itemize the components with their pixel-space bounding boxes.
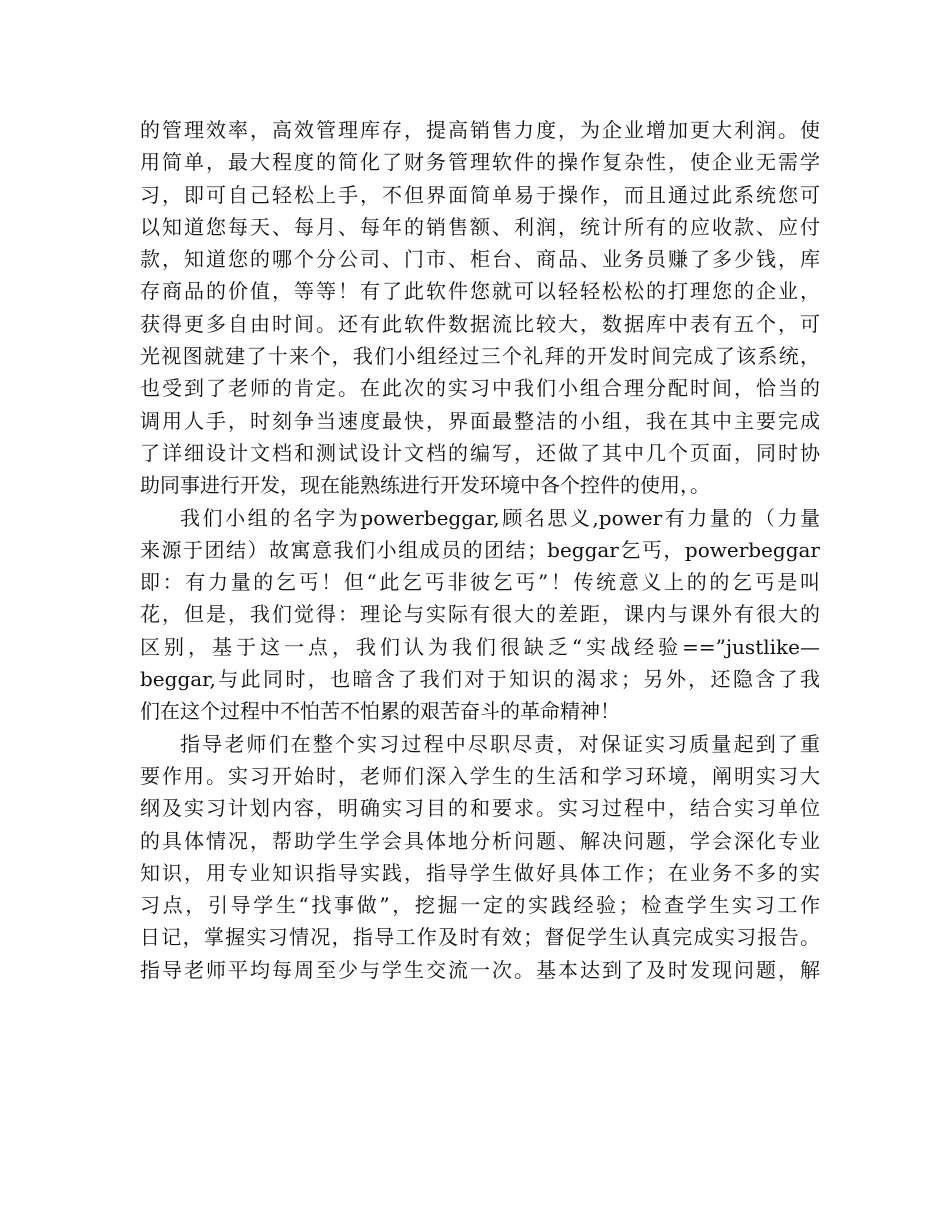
text-line: 知识，用专业知识指导实践，指导学生做好具体工作；在业务不多的实	[140, 860, 820, 885]
text-line: 的具体情况，帮助学生学会具体地分析问题、解决问题，学会深化专业	[140, 828, 820, 853]
text-line: 来源于团结）故寓意我们小组成员的团结；beggar乞丐，powerbeggar	[140, 537, 820, 562]
text-line: 们在这个过程中不怕苦不怕累的艰苦奋斗的革命精神！	[140, 699, 620, 724]
text-line: 也受到了老师的肯定。在此次的实习中我们小组合理分配时间，恰当的	[140, 376, 820, 401]
text-line: 助同事进行开发，现在能熟练进行开发环境中各个控件的使用，。	[140, 473, 710, 498]
text-line: 存商品的价值，等等！有了此软件您就可以轻轻松松的打理您的企业，	[140, 279, 820, 304]
text-line: 获得更多自由时间。还有此软件数据流比较大，数据库中表有五个，可	[140, 311, 820, 336]
text-line: 了详细设计文档和测试设计文档的编写，还做了其中几个页面，同时协	[140, 440, 820, 465]
text-line: 要作用。实习开始时，老师们深入学生的生活和学习环境，阐明实习大	[140, 763, 820, 788]
text-line: 光视图就建了十来个，我们小组经过三个礼拜的开发时间完成了该系统，	[140, 344, 820, 369]
text-line: 区别，基于这一点，我们认为我们很缺乏“实战经验==”justlike—	[140, 634, 820, 659]
document-page	[140, 114, 820, 986]
text-line: beggar,与此同时，也暗含了我们对于知识的渴求；另外，还隐含了我	[140, 667, 820, 692]
text-line: 习点，引导学生“找事做”，挖掘一定的实践经验；检查学生实习工作	[140, 893, 820, 918]
text-line: 用简单，最大程度的简化了财务管理软件的操作复杂性，使企业无需学	[140, 150, 820, 175]
text-line: 以知道您每天、每月、每年的销售额、利润，统计所有的应收款、应付	[140, 214, 820, 239]
text-line: 即：有力量的乞丐！但“此乞丐非彼乞丐”！传统意义上的的乞丐是叫	[140, 570, 820, 595]
text-line: 款，知道您的哪个分公司、门市、柜台、商品、业务员赚了多少钱，库	[140, 247, 820, 272]
paragraph-3	[140, 728, 820, 986]
text-line: 我们小组的名字为powerbeggar,顾名思义,power有力量的（力量	[180, 505, 820, 530]
text-line: 指导老师平均每周至少与学生交流一次。基本达到了及时发现问题，解	[140, 957, 820, 982]
text-line: 调用人手，时刻争当速度最快，界面最整洁的小组，我在其中主要完成	[140, 408, 820, 433]
text-line: 的管理效率，高效管理库存，提高销售力度，为企业增加更大利润。使	[140, 118, 820, 142]
paragraph-2	[140, 502, 820, 728]
text-line: 花，但是，我们觉得：理论与实际有很大的差距，课内与课外有很大的	[140, 602, 820, 627]
text-line: 指导老师们在整个实习过程中尽职尽责，对保证实习质量起到了重	[180, 731, 820, 756]
text-line: 习，即可自己轻松上手，不但界面简单易于操作，而且通过此系统您可	[140, 182, 820, 207]
text-line: 纲及实习计划内容，明确实习目的和要求。实习过程中，结合实习单位	[140, 796, 820, 821]
paragraph-1	[140, 114, 820, 502]
text-line: 日记，掌握实习情况，指导工作及时有效；督促学生认真完成实习报告。	[140, 925, 820, 950]
